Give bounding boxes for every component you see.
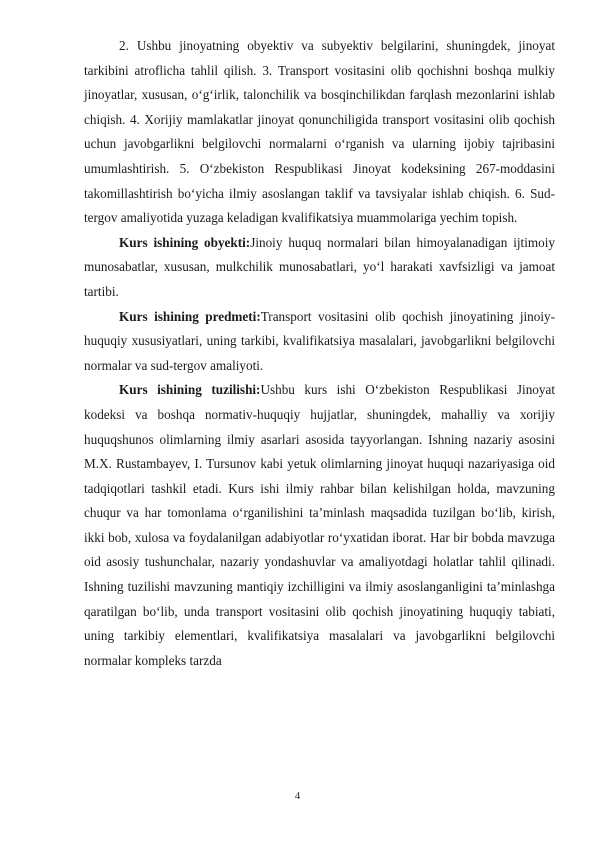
paragraph-label: Kurs ishining predmeti:: [119, 308, 261, 324]
document-body: [84, 34, 555, 673]
paragraph-label: Kurs ishining obyekti:: [119, 234, 251, 250]
paragraph-label: Kurs ishining tuzilishi:: [119, 382, 261, 398]
paragraph-course-object: [84, 231, 555, 305]
page-number: 4: [294, 790, 301, 802]
paragraph-course-structure: [84, 378, 555, 673]
paragraph-text: Transport vositasini olib qochish jinoyatining jinoiy-huquqiy xususiyatlari, uning tarkibi, kvalifikatsiya masalalari, javobgarlikni belgilovchi normalar va sud-tergov amaliyoti.: [84, 308, 555, 373]
paragraph-course-subject: [84, 305, 555, 379]
paragraph-text: Ushbu kurs ishi O‘zbekiston Respublikasi Jinoyat kodeksi va boshqa normativ-huquqiy hujjatlar, shuningdek, mahalliy va xorijiy huquqshunos olimlarning ilmiy asarlari asosida tayyorlangan. Ishning nazariy asosini M.X. Rustambayev, I. Tursunov kabi yetuk olimlarning jinoyat huquqi nazariyasiga oid tadqiqotlari tashkil etadi. Kurs ishi ilmiy rahbar bilan kelishilgan holda, mavzuning chuqur va har tomonlama o‘rganilishini ta’minlash maqsadida tuzilgan bo‘lib, kirish, ikki bob, xulosa va foydalanilgan adabiyotlar ro‘yxatidan iborat. Har bir bobda mavzuga oid asosiy tushunchalar, nazariy yondashuvlar va amaliyotdagi holatlar tahlil qilinadi. Ishning tuzilishi mavzuning mantiqiy izchilligini va ilmiy asoslanganligini ta’minlashga qaratilgan bo‘lib, unda transport vositasini olib qochish jinoyatining huquqiy tabiati, uning tarkibiy elementlari, kvalifikatsiya masalalari va javobgarlikni belgilovchi normalar kompleks tarzda: [84, 382, 555, 668]
paragraph-objectives: [84, 34, 555, 231]
paragraph-text: 2. Ushbu jinoyatning obyektiv va subyektiv belgilarini, shuningdek, jinoyat tarkibini atroflicha tahlil qilish. 3. Transport vositasini olib qochishni boshqa mulkiy jinoyatlar, xususan, o‘g‘irlik, talonchilik va bosqinchilikdan farqlash mezonlarini ishlab chiqish. 4. Xorijiy mamlakatlar jinoyat qonunchiligida transport vositasini olib qochish uchun javobgarlikni belgilovchi normalarni o‘rganish va ularning ijobiy tajribasini umumlashtirish. 5. O‘zbekiston Respublikasi Jinoyat kodeksining 267-moddasini takomillashtirish bo‘yicha ilmiy asoslangan taklif va tavsiyalar ishlab chiqish. 6. Sud-tergov amaliyotida yuzaga keladigan kvalifikatsiya muammolariga yechim topish.: [84, 38, 555, 226]
paragraph-text: Jinoiy huquq normalari bilan himoyalanadigan ijtimoiy munosabatlar, xususan, mulkchilik munosabatlari, yo‘l harakati xavfsizligi va jamoat tartibi.: [84, 234, 555, 299]
